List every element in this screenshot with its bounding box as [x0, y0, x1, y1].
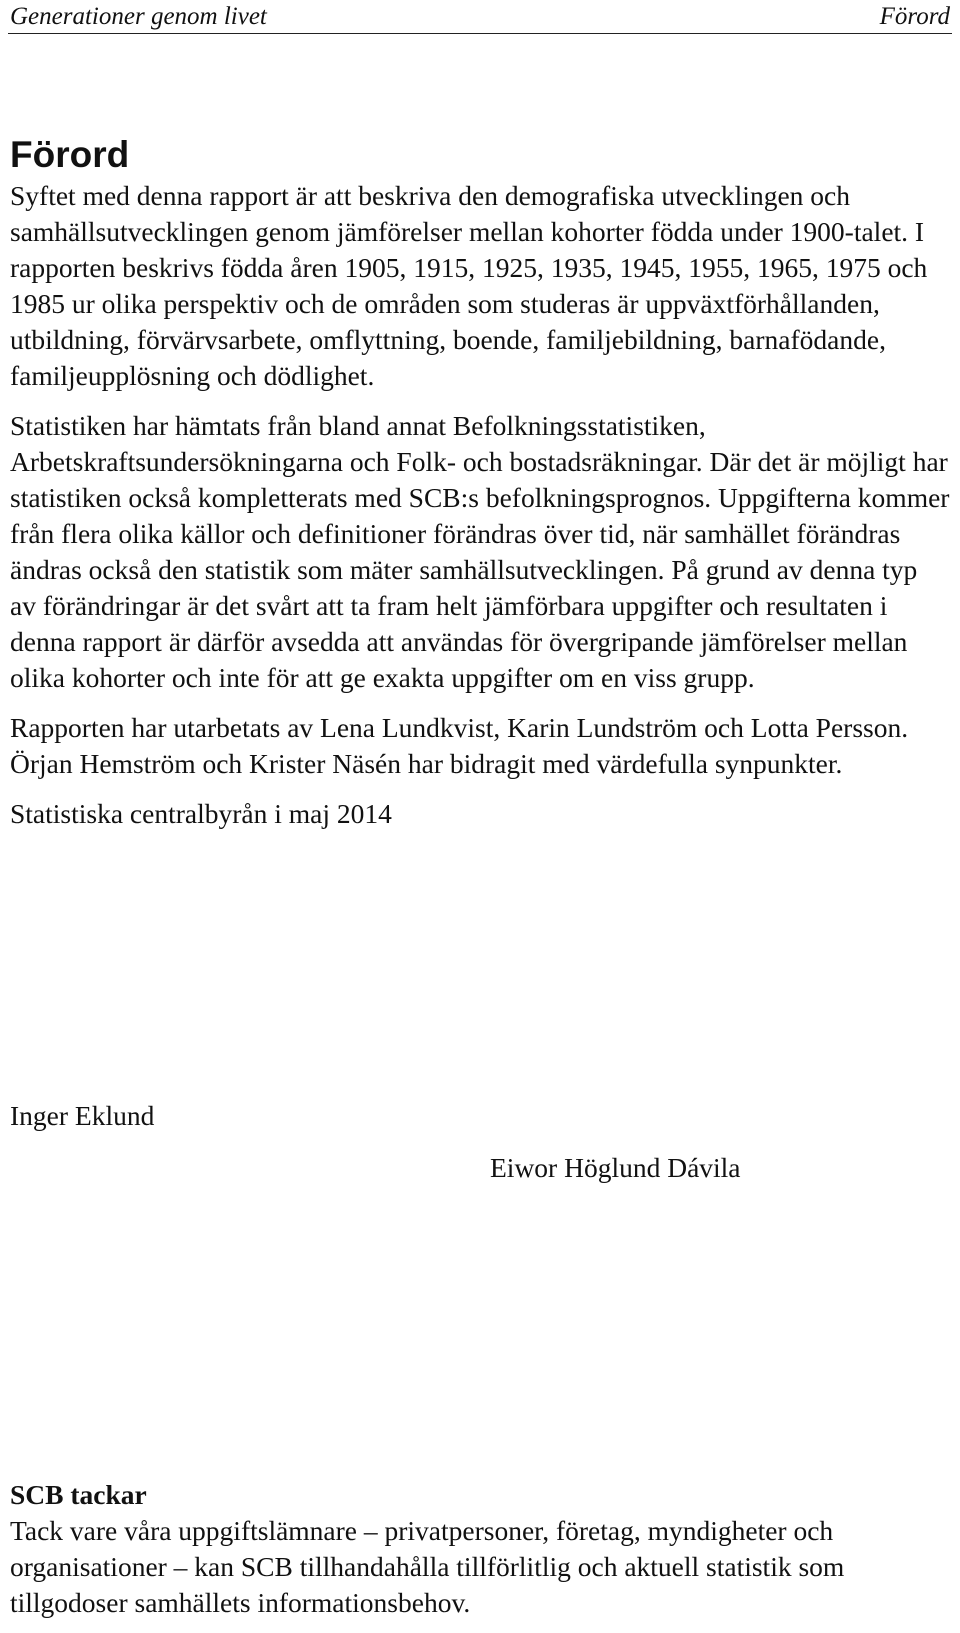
thanks-section: [10, 1477, 955, 1621]
thanks-text: Tack vare våra uppgiftslämnare – privatpersoner, företag, myndigheter och organisationer – kan SCB tillhandahålla tillförlitlig och aktuell statistik som tillgodoser samhällets informationsbehov.: [10, 1515, 845, 1618]
header-report-title: Generationer genom livet: [10, 3, 267, 30]
header-section-title: Förord: [879, 3, 950, 30]
page-title: Förord: [10, 134, 130, 175]
paragraph-purpose: Syftet med denna rapport är att beskriva den demografiska utvecklingen och samhällsutvecklingen genom jämförelser mellan kohorter födda under 1900-talet. I rapporten beskrivs födda åren 1905, 1915, 1925, 1935, 1945, 1955, 1965, 1975 och 1985 ur olika perspektiv och de områden som studeras är uppväxtförhållanden, utbildning, förvärvsarbete, omflyttning, boende, familjebildning, barnafödande, familjeupplösning och dödlighet.: [10, 180, 928, 391]
paragraph-sources: Statistiken har hämtats från bland annat Befolkningsstatistiken, Arbetskraftsundersökningarna och Folk- och bostadsräkningar. Där det är möjligt har statistiken också kompletterats med SCB:s befolkningsprognos. Uppgifterna kommer från flera olika källor och definitioner förändras över tid, när samhället förändras ändras också den statistik som mäter samhällsutvecklingen. På grund av denna typ av förändringar är det svårt att ta fram helt jämförbara uppgifter och resultaten i denna rapport är därför avsedda att användas för övergripande jämförelser mellan olika kohorter och inte för att ge exakta uppgifter om en viss grupp.: [10, 410, 950, 693]
main-content: [10, 132, 950, 832]
running-header: [8, 0, 952, 34]
paragraph-authors: Rapporten har utarbetats av Lena Lundkvist, Karin Lundström och Lotta Persson. Örjan Hemström och Krister Näsén har bidragit med värdefulla synpunkter.: [10, 712, 909, 779]
signature-director-general: Inger Eklund: [10, 1100, 155, 1131]
signature-department-head: Eiwor Höglund Dávila: [490, 1152, 741, 1183]
thanks-heading: SCB tackar: [10, 1479, 147, 1510]
paragraph-place-date: Statistiska centralbyrån i maj 2014: [10, 798, 392, 829]
